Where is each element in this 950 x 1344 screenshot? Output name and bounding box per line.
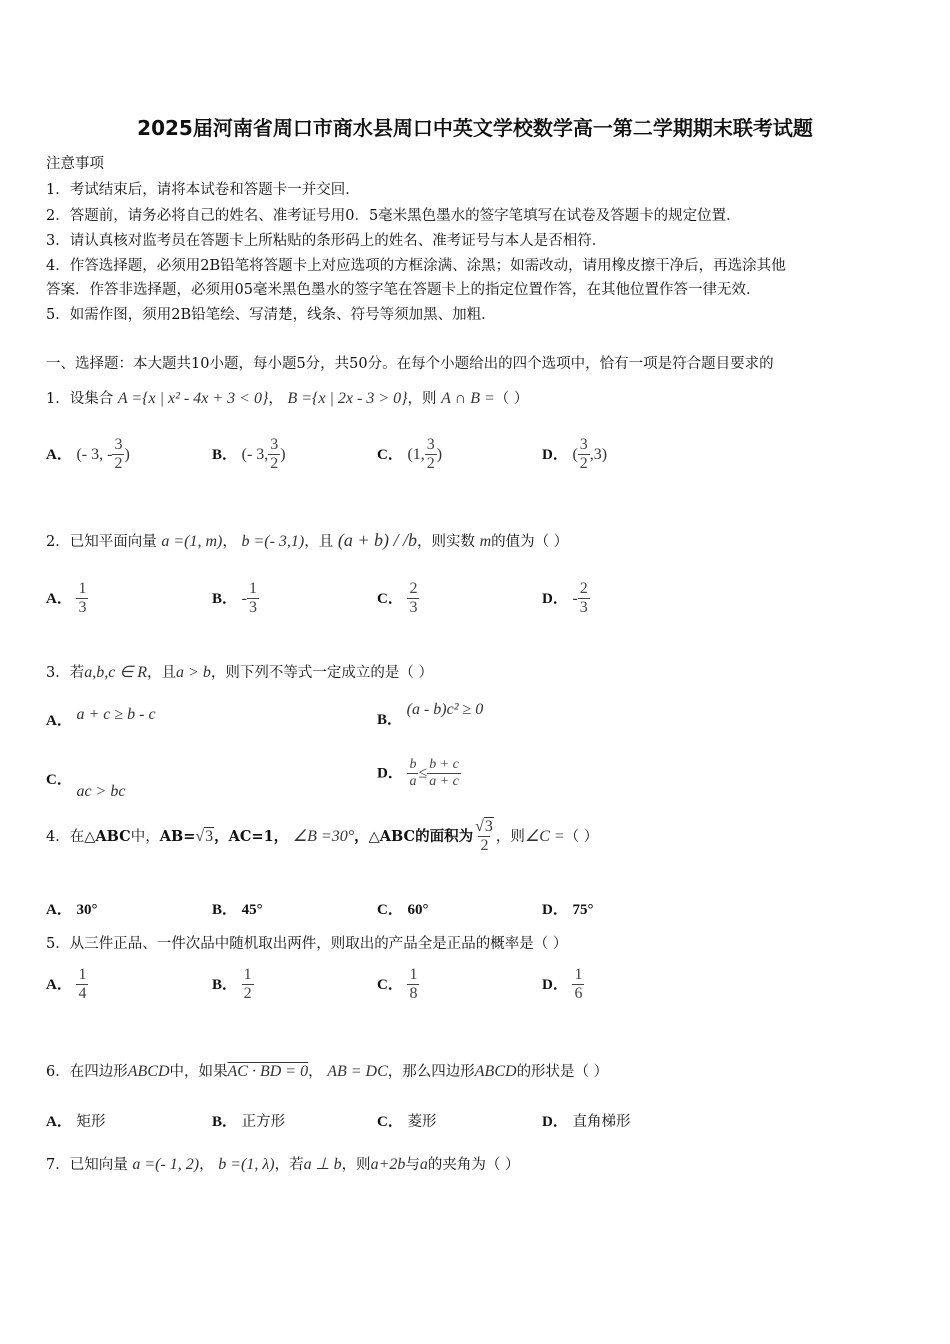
option-math: ) [280, 445, 286, 463]
option-label: A． [46, 1114, 72, 1130]
denominator: 2 [579, 455, 588, 473]
question-3 [46, 661, 433, 682]
q6-option-d[interactable] [542, 1110, 630, 1131]
q3-option-a[interactable] [46, 703, 156, 729]
q2-option-c[interactable] [377, 580, 419, 618]
numerator: b [409, 757, 417, 772]
numerator: 1 [78, 580, 87, 597]
question-1 [46, 387, 528, 408]
question-text: 中，如果 [169, 1064, 228, 1080]
q2-option-a[interactable] [46, 580, 88, 618]
option-value: 30° [76, 902, 98, 918]
option-math: ) [124, 445, 130, 463]
set-b: B ={x | 2x - 3 > 0} [287, 390, 408, 407]
separator: ， [199, 1157, 214, 1173]
q4-option-b[interactable] [212, 898, 263, 919]
question-text: ，那么四边形 [387, 1064, 475, 1080]
quadrilateral: ABCD [474, 1063, 517, 1080]
fraction [407, 966, 419, 1004]
fraction [473, 818, 496, 856]
section-heading: 一、选择题：本大题共10小题，每小题5分，共50分。在每个小题给出的四个选项中，恰有一项是符合题目要求的 [46, 356, 774, 372]
denominator: 4 [78, 985, 87, 1003]
denominator: a + c [429, 774, 459, 790]
q4-option-a[interactable] [46, 898, 97, 919]
option-label: A． [46, 590, 72, 607]
dot-product-condition: AC · BD = 0 [227, 1063, 309, 1080]
option-label: B． [212, 1114, 238, 1130]
question-text: 已知平面向量 [69, 534, 157, 550]
fraction [76, 966, 88, 1004]
option-label: B． [377, 712, 403, 728]
question-4 [46, 818, 598, 856]
notice-heading: 注意事项 [46, 156, 104, 172]
fraction [578, 436, 590, 474]
question-text: 的形状是（ ） [516, 1064, 609, 1080]
denominator: 3 [579, 599, 588, 617]
q4-option-d[interactable] [542, 898, 593, 919]
fraction [427, 757, 461, 790]
option-label: C． [377, 902, 403, 918]
denominator: 3 [409, 599, 418, 617]
q6-option-b[interactable] [212, 1110, 285, 1131]
vector-a: a =(1, m) [161, 533, 223, 550]
vector-a: a [419, 1156, 428, 1173]
variable-m: m [479, 533, 492, 550]
vector-equality: AB = DC [327, 1063, 388, 1080]
question-text: 的值为（ ） [491, 534, 569, 550]
page-title: 2025届河南省周口市商水县周口中英文学校数学高一第二学期期末联考试题 [137, 116, 813, 140]
denominator: a [409, 774, 417, 790]
option-value: 45° [241, 902, 263, 918]
numerator: √3 [475, 818, 493, 835]
option-math: ac > bc [76, 783, 126, 800]
question-text: ，△ABC的面积为 [354, 827, 474, 845]
denominator: 2 [426, 455, 435, 473]
question-text: 设集合 [69, 391, 114, 407]
question-2 [46, 530, 568, 551]
option-math: (- 3, - [76, 445, 113, 463]
option-label: A． [46, 902, 72, 918]
vector-b: b =(1, λ) [218, 1156, 275, 1173]
question-text: ，则 [495, 828, 525, 845]
sqrt: √3 [195, 827, 214, 845]
q6-option-a[interactable] [46, 1110, 105, 1131]
q2-option-d[interactable] [542, 580, 590, 618]
question-number: 4． [46, 828, 70, 845]
denominator: 8 [409, 985, 418, 1003]
option-math: ,3) [589, 445, 608, 463]
triangle-name: ABC [95, 827, 131, 845]
question-text: 的夹角为（ ） [427, 1157, 520, 1173]
option-label: A． [46, 976, 72, 993]
question-text: 与 [405, 1157, 420, 1173]
option-label: D． [542, 1114, 568, 1130]
numerator: 3 [426, 436, 435, 453]
radicand: 3 [484, 818, 493, 835]
option-label: B． [212, 902, 238, 918]
q3-option-c[interactable] [46, 768, 126, 800]
angle-c: ∠C = [524, 827, 565, 845]
option-label: D． [377, 765, 403, 782]
question-text: ，则 [341, 1157, 371, 1173]
option-label: C． [377, 976, 403, 993]
question-text: ，则实数 [417, 534, 475, 550]
q1-option-c[interactable] [377, 436, 442, 474]
angle-b: ∠B =30° [292, 827, 355, 845]
separator: ， [268, 391, 283, 407]
side-ab: AB= [159, 827, 196, 845]
denominator: 2 [270, 455, 279, 473]
vector-expr: a+2b [370, 1156, 406, 1173]
fraction [268, 436, 280, 474]
radicand: 3 [205, 827, 214, 845]
fraction [407, 757, 418, 790]
denominator: 2 [480, 837, 489, 855]
fraction [407, 580, 419, 618]
separator: ， [308, 1064, 323, 1080]
fraction [76, 580, 88, 618]
denominator: 6 [574, 985, 583, 1003]
option-label: C． [46, 772, 72, 788]
sign: - [241, 589, 247, 607]
set-a: A ={x | x² - 4x + 3 < 0} [117, 390, 269, 407]
numerator: 1 [574, 966, 583, 983]
question-number: 3． [46, 665, 70, 681]
q3-option-d[interactable] [377, 757, 461, 790]
q1-option-d[interactable] [542, 436, 607, 474]
denominator: 2 [243, 985, 252, 1003]
condition: a,b,c ∈ R [84, 664, 148, 681]
fraction [247, 580, 259, 618]
question-5: 5．从三件正品、一件次品中随机取出两件，则取出的产品全是正品的概率是（ ） [46, 936, 568, 952]
option-label: D． [542, 446, 568, 463]
q4-option-c[interactable] [377, 898, 428, 919]
vector-a: a =(- 1, 2) [132, 1156, 200, 1173]
answer-blank: （ ） [494, 391, 529, 407]
option-label: B． [212, 590, 238, 607]
question-6 [46, 1060, 608, 1081]
question-text: 在四边形 [69, 1064, 128, 1080]
option-label: B． [212, 446, 238, 463]
notice-item: 1．考试结束后，请将本试卷和答题卡一并交回． [46, 182, 360, 198]
denominator: 3 [248, 599, 257, 617]
question-text: ，则下列不等式一定成立的是（ ） [210, 665, 433, 681]
option-math: ( [572, 445, 578, 463]
option-label: D． [542, 976, 568, 993]
option-math: (a - b)c² ≥ 0 [406, 701, 484, 718]
option-value: 矩形 [76, 1114, 106, 1130]
q5-option-b[interactable] [212, 966, 254, 1004]
option-value: 直角梯形 [572, 1114, 631, 1130]
question-text: 中， [130, 828, 160, 845]
question-text: ，则 [407, 391, 437, 407]
q5-option-d[interactable] [542, 966, 584, 1004]
perpendicular-condition: a ⊥ b [303, 1156, 342, 1173]
answer-blank: （ ） [564, 828, 599, 845]
option-label: D． [542, 590, 568, 607]
numerator: 1 [78, 966, 87, 983]
question-number: 1． [46, 391, 70, 407]
option-value: 60° [407, 902, 429, 918]
option-label: A． [46, 713, 72, 729]
question-text: 已知向量 [69, 1157, 128, 1173]
option-label: B． [212, 976, 238, 993]
question-text: ，且 [147, 665, 177, 681]
notice-item: 3．请认真核对监考员在答题卡上所粘贴的条形码上的姓名、准考证号与本人是否相符． [46, 233, 607, 249]
q6-option-c[interactable] [377, 1110, 436, 1131]
question-number: 2． [46, 534, 70, 550]
parallel-condition: (a + b) / /b [337, 530, 417, 550]
separator: ， [222, 534, 237, 550]
option-value: 75° [572, 902, 594, 918]
q5-option-a[interactable] [46, 966, 88, 1004]
notice-item: 4．作答选择题，必须用2B铅笔将答题卡上对应选项的方框涂满、涂黑；如需改动，请用橡皮擦干净后，再选涂其他 [46, 258, 786, 274]
numerator: 1 [409, 966, 418, 983]
option-value: 正方形 [241, 1114, 286, 1130]
notice-item: 2．答题前，请务必将自己的姓名、准考证号用0．5毫米黑色墨水的签字笔填写在试卷及答题卡的规定位置． [46, 208, 741, 224]
numerator: 2 [409, 580, 418, 597]
condition: a > b [176, 664, 211, 681]
option-label: D． [542, 902, 568, 918]
side-ac: ，AC=1， [214, 827, 289, 845]
numerator: 3 [579, 436, 588, 453]
option-label: C． [377, 446, 403, 463]
vector-b: b =(- 3,1) [241, 533, 305, 550]
option-label: C． [377, 1114, 403, 1130]
question-number: 7． [46, 1157, 70, 1173]
q2-option-b[interactable] [212, 580, 259, 618]
fraction [578, 580, 590, 618]
option-label: C． [377, 590, 403, 607]
quadrilateral: ABCD [127, 1063, 170, 1080]
relation: ≤ [418, 764, 428, 782]
option-label: A． [46, 446, 72, 463]
q1-option-b[interactable] [212, 436, 286, 474]
fraction [425, 436, 437, 474]
question-text: 若 [69, 665, 85, 681]
option-math: (1, [407, 445, 425, 463]
question-text: ，且 [304, 534, 334, 550]
denominator: 2 [114, 455, 123, 473]
notice-item: 答案．作答非选择题，必须用05毫米黑色墨水的签字笔在答题卡上的指定位置作答，在其他位置作答一律无效． [46, 282, 761, 298]
numerator: b + c [429, 757, 459, 772]
question-text: 在△ [69, 828, 96, 845]
denominator: 3 [78, 599, 87, 617]
option-math: ) [436, 445, 443, 463]
option-math: a + c ≥ b - c [76, 706, 156, 723]
q3-option-b[interactable] [377, 698, 484, 728]
question-number: 6． [46, 1064, 70, 1080]
numerator: 2 [579, 580, 588, 597]
q1-option-a[interactable] [46, 436, 130, 474]
intersection-expr: A ∩ B = [441, 390, 495, 407]
numerator: 3 [270, 436, 279, 453]
sign: - [572, 589, 578, 607]
notice-item: 5．如需作图，须用2B铅笔绘、写清楚，线条、符号等须加黑、加粗． [46, 307, 496, 323]
option-math: (- 3, [241, 445, 269, 463]
numerator: 3 [114, 436, 123, 453]
option-value: 菱形 [407, 1114, 437, 1130]
fraction [112, 436, 124, 474]
numerator: 1 [248, 580, 257, 597]
fraction [242, 966, 254, 1004]
fraction [572, 966, 584, 1004]
question-7 [46, 1153, 519, 1174]
q5-option-c[interactable] [377, 966, 419, 1004]
question-text: ，若 [274, 1157, 304, 1173]
numerator: 1 [243, 966, 252, 983]
